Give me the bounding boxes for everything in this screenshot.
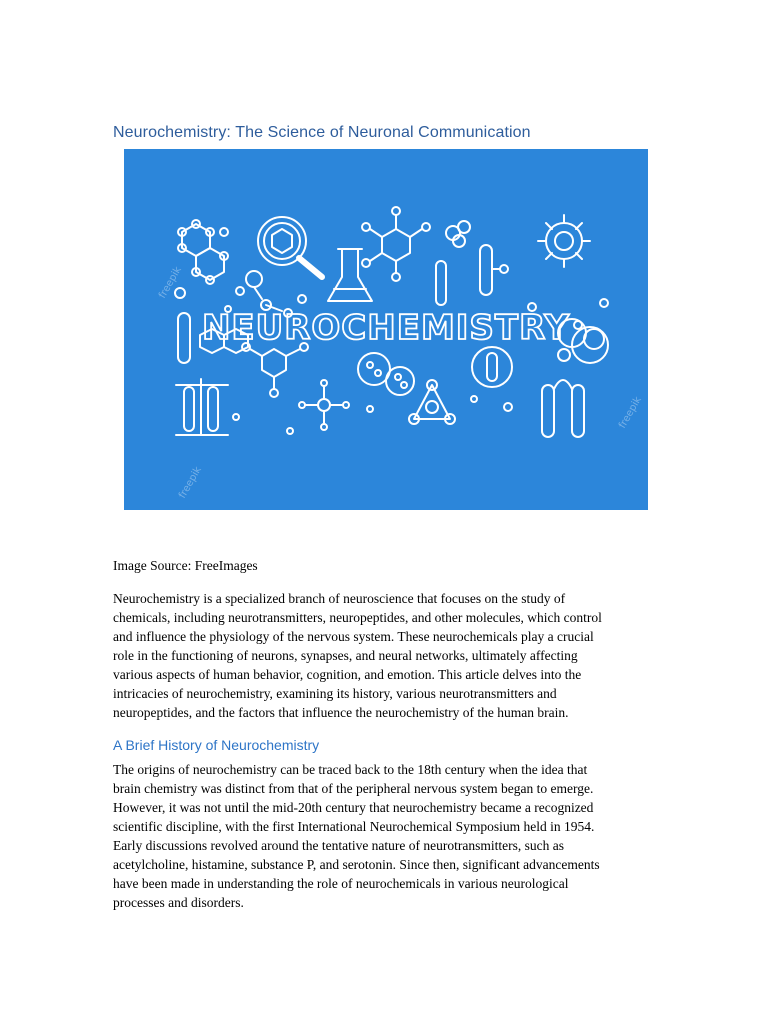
paragraph-line: acetylcholine, histamine, substance P, and serotonin. Since then, significant advancements [113, 857, 600, 872]
paragraph-line: Early discussions revolved around the tentative nature of neurotransmitters, such as [113, 838, 564, 853]
paragraph-line: scientific discipline, with the first International Neurochemical Symposium held in 1954. [113, 819, 595, 834]
watermark: freepik [157, 265, 184, 301]
section-heading: A Brief History of Neurochemistry [113, 737, 320, 753]
watermark: freepik [177, 465, 204, 501]
paragraph-line: Neurochemistry is a specialized branch of neuroscience that focuses on the study of [113, 591, 566, 606]
paragraph-line: intricacies of neurochemistry, examining its history, various neurotransmitters and [113, 686, 557, 701]
banner-word: NEUROCHEMISTRY [201, 308, 571, 348]
paragraph-line: processes and disorders. [113, 895, 244, 910]
paragraph-line: have been made in understanding the role of neurochemicals in various neurological [113, 876, 569, 891]
history-paragraph [113, 760, 653, 912]
paragraph-line: neuropeptides, and the factors that influence the neurochemistry of the human brain. [113, 705, 569, 720]
watermark: freepik [617, 395, 644, 431]
paragraph-line: However, it was not until the mid-20th century that neurochemistry became a recognized [113, 800, 594, 815]
paragraph-line: and influence the physiology of the nervous system. These neurochemicals play a crucial [113, 629, 594, 644]
paragraph-line: role in the functioning of neurons, synapses, and neural networks, ultimately affecting [113, 648, 578, 663]
image-caption: Image Source: FreeImages [113, 558, 258, 573]
paragraph-line: The origins of neurochemistry can be traced back to the 18th century when the idea that [113, 762, 588, 777]
paragraph-line: brain chemistry was distinct from that of the peripheral nervous system began to emerge. [113, 781, 594, 796]
paragraph-line: various aspects of human behavior, cognition, and emotion. This article delves into the [113, 667, 582, 682]
intro-paragraph [113, 589, 653, 722]
page-title: Neurochemistry: The Science of Neuronal Communication [113, 124, 531, 141]
paragraph-line: chemicals, including neurotransmitters, neuropeptides, and other molecules, which control [113, 610, 602, 625]
neurochemistry-banner-image [124, 149, 648, 510]
